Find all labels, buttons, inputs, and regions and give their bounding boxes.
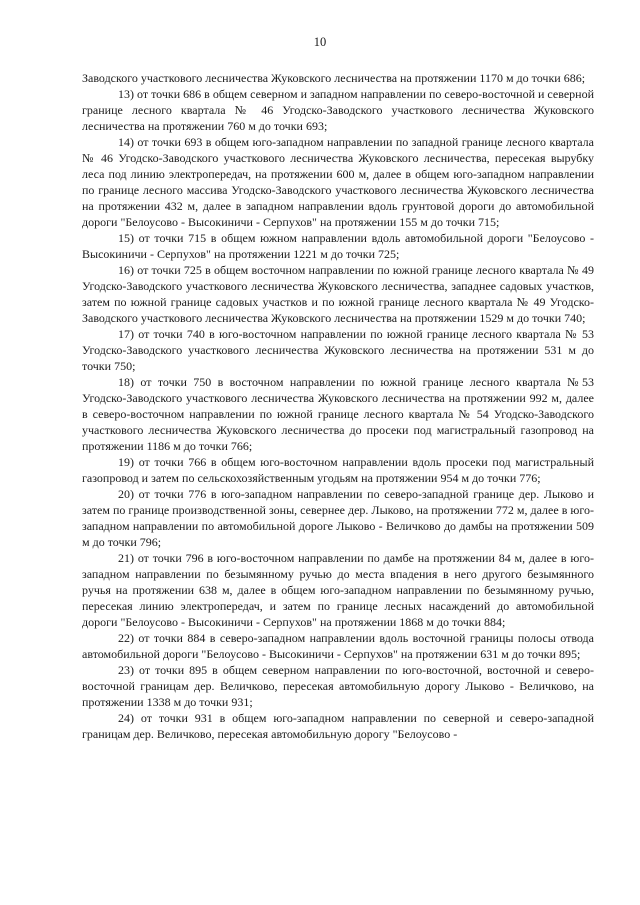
paragraph: 22) от точки 884 в северо-западном направлении вдоль восточной границы полосы отвода автомобильной дороги "Белоусово - Высокиничи - Серпухов" на протяжении 631 м до точки 895; <box>82 631 594 661</box>
paragraph: 15) от точки 715 в общем южном направлении вдоль автомобильной дороги "Белоусово - Высокиничи - Серпухов" на протяжении 1221 м до точки 725; <box>82 231 594 261</box>
document-body <box>82 70 594 742</box>
paragraph: 20) от точки 776 в юго-западном направлении по северо-западной границе дер. Лыково и затем по границе производственной зоны, севернее дер. Лыково, на протяжении 772 м, далее в юго-западном направлении по автомобильной дороге Лыково - Величково до дамбы на протяжении 509 м до точки 796; <box>82 487 594 549</box>
paragraph: 17) от точки 740 в юго-восточном направлении по южной границе лесного квартала № 53 Угодско-Заводского участкового лесничества Жуковского лесничества на протяжении 531 м до точки 750; <box>82 327 594 373</box>
paragraph: 23) от точки 895 в общем северном направлении по юго-восточной, восточной и северо-восточной границам дер. Величково, пересекая автомобильную дорогу Лыково - Величково, на протяжении 1338 м до точки 931; <box>82 663 594 709</box>
paragraph: 13) от точки 686 в общем северном и западном направлении по северо-восточной и северной границе лесного квартала № 46 Угодско-Заводского участкового лесничества Жуковского лесничества на протяжении 760 м до точки 693; <box>82 87 594 133</box>
paragraph: Заводского участкового лесничества Жуковского лесничества на протяжении 1170 м до точки 686; <box>82 71 586 85</box>
paragraph: 19) от точки 766 в общем юго-восточном направлении вдоль просеки под магистральный газопровод и затем по сельскохозяйственным угодьям на протяжении 954 м до точки 776; <box>82 455 594 485</box>
paragraph: 24) от точки 931 в общем юго-западном направлении по северной и северо-западной границам дер. Величково, пересекая автомобильную дорогу "Белоусово - <box>82 711 594 741</box>
page-number: 10 <box>313 35 327 49</box>
paragraph: 21) от точки 796 в юго-восточном направлении по дамбе на протяжении 84 м, далее в юго-западном направлении по безымянному ручью до места впадения в него другого безымянного ручья на протяжении 638 м, далее в общем юго-западном направлении по безымянному ручью, пересекая линию электропередач, и затем по границе лесных насаждений до автомобильной дороги "Белоусово - Высокиничи - Серпухов" на протяжении 1868 м до точки 884; <box>82 551 594 629</box>
paragraph: 14) от точки 693 в общем юго-западном направлении по западной границе лесного квартала № 46 Угодско-Заводского участкового лесничества Жуковского лесничества, пересекая вырубку леса под линию электропередач, на протяжении 600 м, далее в общем юго-западном направлении по границе лесного массива Угодско-Заводского участкового лесничества Жуковского лесничества на протяжении 432 м, далее в западном направлении вдоль грунтовой дороги до автомобильной дороги "Белоусово - Высокиничи - Серпухов" на протяжении 155 м до точки 715; <box>82 135 594 229</box>
paragraph: 16) от точки 725 в общем восточном направлении по южной границе лесного квартала № 49 Угодско-Заводского участкового лесничества Жуковского лесничества, западнее садовых участков, затем по южной границе садовых участков и по южной границе лесного квартала № 49 Угодско-Заводского участкового лесничества Жуковского лесничества на протяжении 1529 м до точки 740; <box>82 263 594 325</box>
paragraph: 18) от точки 750 в восточном направлении по южной границе лесного квартала №53 Угодско-Заводского участкового лесничества Жуковского лесничества на протяжении 992 м, далее в северо-восточном направлении по южной границе лесного квартала № 54 Угодско-Заводского участкового лесничества Жуковского лесничества до просеки под магистральный газопровод на протяжении 1186 м до точки 766; <box>82 375 594 453</box>
